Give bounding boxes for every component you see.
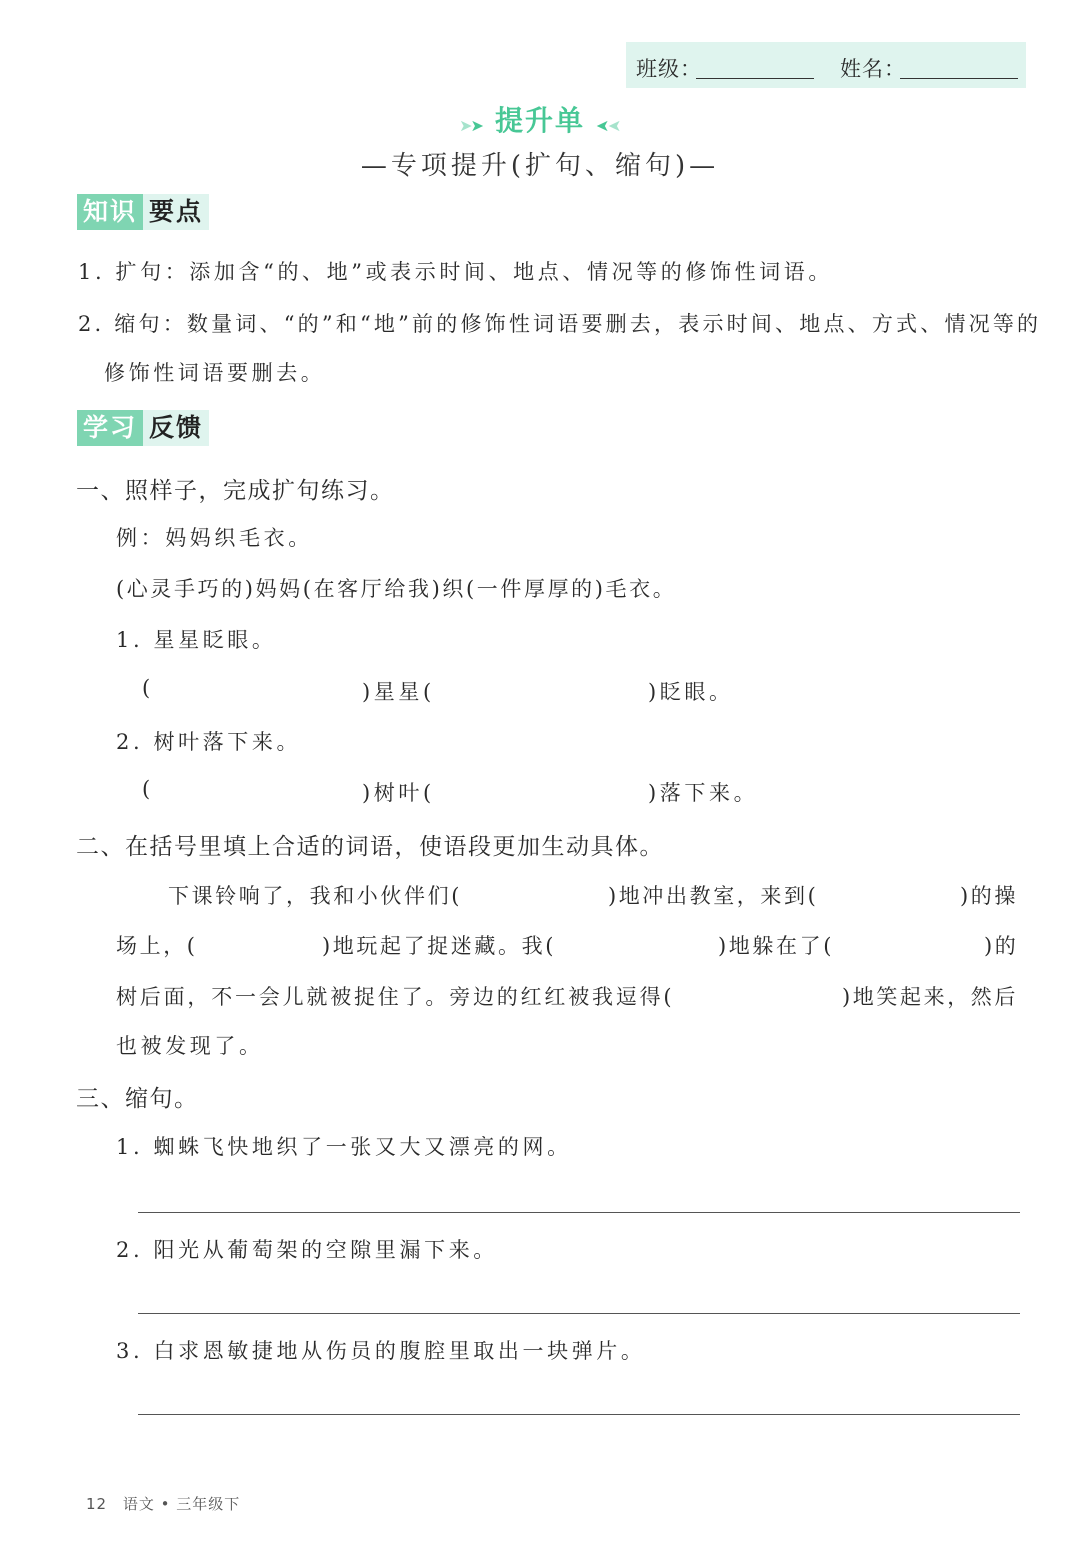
section1-q1: 1. 星星眨眼。 <box>116 628 277 652</box>
section3-q3-answer-line[interactable] <box>138 1414 1020 1415</box>
q1-blank-mid[interactable]: )星星( <box>362 680 435 704</box>
section1-example-answer: (心灵手巧的)妈妈(在客厅给我)织(一件厚厚的)毛衣。 <box>116 577 677 601</box>
section2-heading: 二、在括号里填上合适的词语，使语段更加生动具体。 <box>76 834 664 860</box>
section2-p4: 也被发现了。 <box>116 1034 264 1058</box>
section1-example: 例：妈妈织毛衣。 <box>116 526 313 550</box>
q1-blank-open[interactable]: ( <box>142 676 154 700</box>
knowledge-item-2-line1: 2. 缩句：数量词、“的”和“地”前的修饰性词语要删去，表示时间、地点、方式、情况等的 <box>78 312 1042 336</box>
page-number: 12 <box>86 1495 108 1513</box>
section2-p2-d: )的 <box>984 934 1019 958</box>
section3-q1-answer-line[interactable] <box>138 1212 1020 1213</box>
section3-heading: 三、缩句。 <box>76 1086 199 1112</box>
title-block <box>0 99 1080 139</box>
double-arrow-left-icon: ➤ <box>607 116 621 135</box>
section2-p3-a: 树后面，不一会儿就被捉住了。旁边的红红被我逗得( <box>116 985 675 1009</box>
page-title: 提升单 <box>494 104 585 137</box>
feedback-tag-b: 反馈 <box>143 410 209 446</box>
double-arrow-right-icon: ➤ <box>459 116 473 135</box>
q1-blank-end: )眨眼。 <box>648 680 734 704</box>
section1-heading: 一、照样子，完成扩句练习。 <box>76 478 395 504</box>
q2-blank-open[interactable]: ( <box>142 777 154 801</box>
section2-p1-c: )的操 <box>960 884 1018 908</box>
arrow-right-icon: ➤ <box>470 116 484 135</box>
arrow-left-icon: ➤ <box>596 116 610 135</box>
knowledge-tag-b: 要点 <box>143 194 209 230</box>
knowledge-tag <box>77 194 209 230</box>
q2-blank-mid[interactable]: )树叶( <box>362 781 435 805</box>
class-input-line[interactable] <box>696 78 814 79</box>
name-label: 姓名： <box>840 57 906 81</box>
section2-p2-a: 场上，( <box>116 934 198 958</box>
knowledge-item-2-line2: 修饰性词语要删去。 <box>104 361 326 385</box>
section2-p1-b: )地冲出教室，来到( <box>608 884 819 908</box>
section2-p1-a: 下课铃响了，我和小伙伴们( <box>168 884 462 908</box>
feedback-tag-a: 学习 <box>77 410 143 446</box>
page-subtitle: —专项提升(扩句、缩句)— <box>360 151 720 181</box>
section3-q2-answer-line[interactable] <box>138 1313 1020 1314</box>
section3-q3: 3. 白求恩敏捷地从伤员的腹腔里取出一块弹片。 <box>116 1339 646 1363</box>
knowledge-item-1: 1. 扩句：添加含“的、地”或表示时间、地点、情况等的修饰性词语。 <box>78 260 833 284</box>
section1-q2: 2. 树叶落下来。 <box>116 730 302 754</box>
section2-p2-b: )地玩起了捉迷藏。我( <box>322 934 556 958</box>
page-footer <box>86 1493 240 1514</box>
class-label: 班级： <box>636 57 702 81</box>
feedback-tag <box>77 410 209 446</box>
section2-p2-c: )地躲在了( <box>718 934 834 958</box>
name-input-line[interactable] <box>900 78 1018 79</box>
knowledge-tag-a: 知识 <box>77 194 143 230</box>
q2-blank-end: )落下来。 <box>648 781 759 805</box>
section3-q2: 2. 阳光从葡萄架的空隙里漏下来。 <box>116 1238 498 1262</box>
section2-p3-b: )地笑起来，然后 <box>842 985 1018 1009</box>
book-info: 语文 • 三年级下 <box>122 1495 241 1513</box>
section3-q1: 1. 蜘蛛飞快地织了一张又大又漂亮的网。 <box>116 1135 572 1159</box>
